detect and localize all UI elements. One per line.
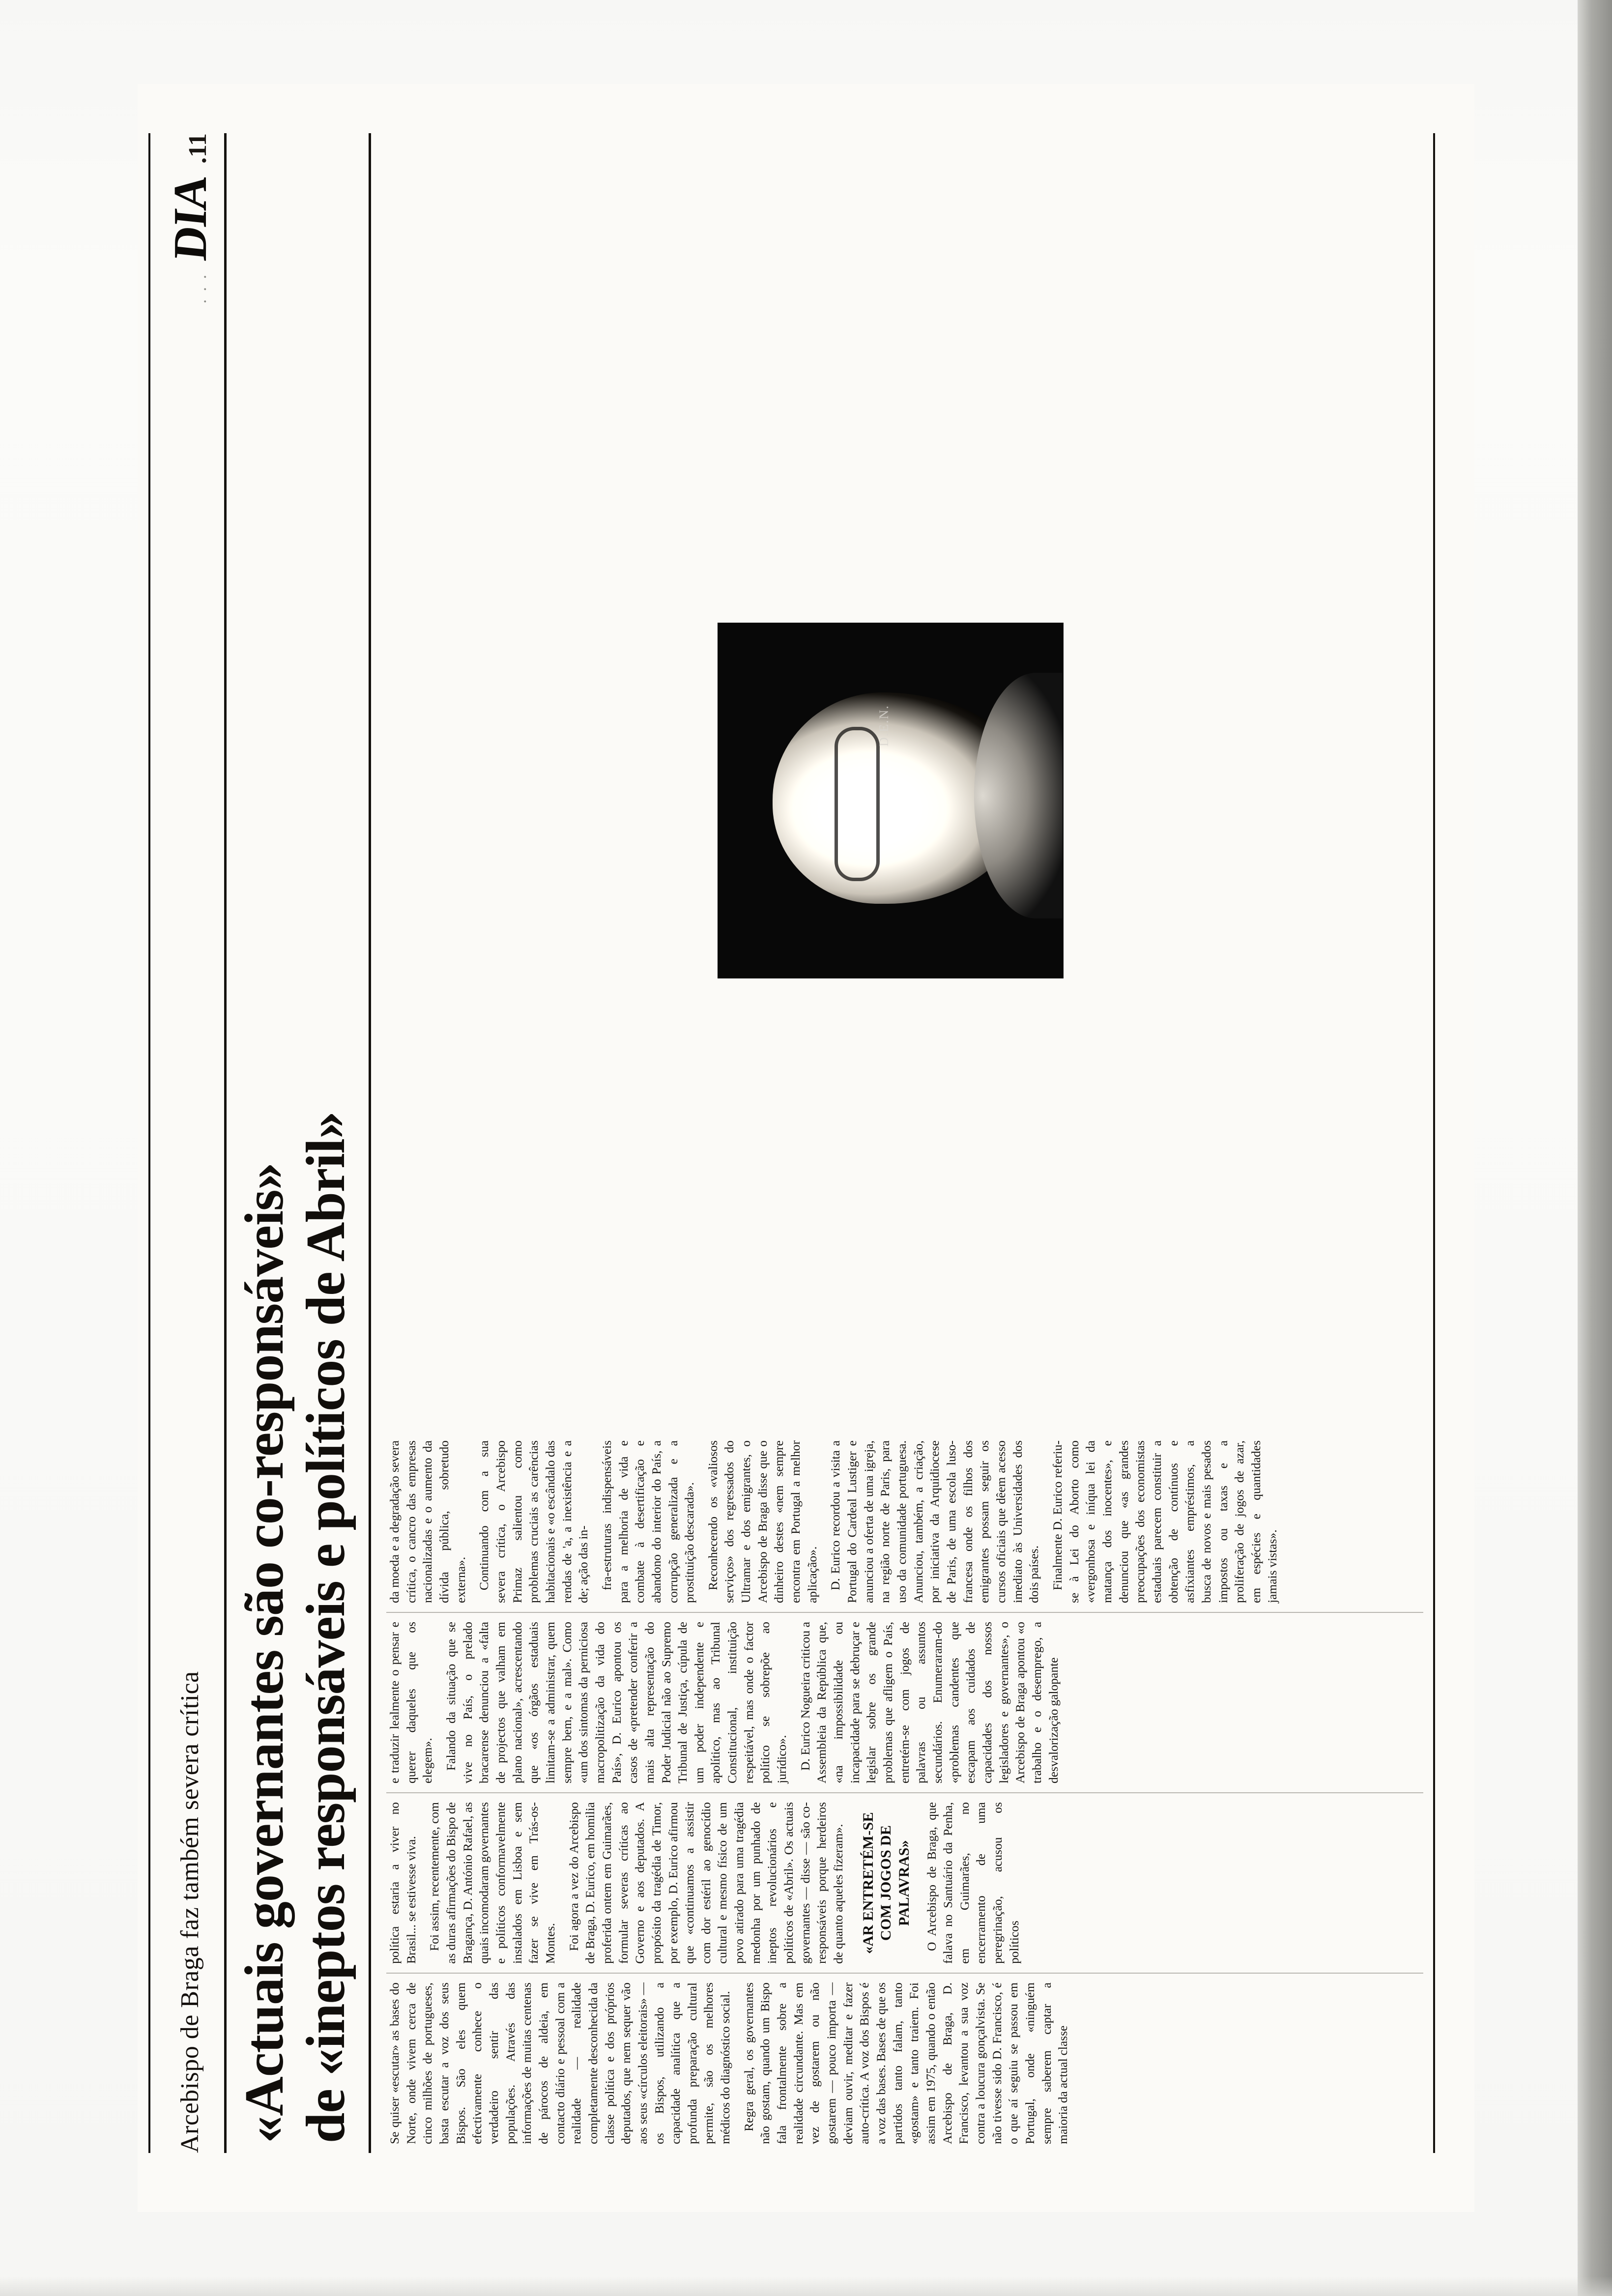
column-4 bbox=[386, 1432, 1423, 1612]
dia-logo: DIA bbox=[163, 173, 216, 263]
paragraph: Reconhecendo os «valiosos serviços» dos regressados do Ultramar e dos emigrantes, o Arcebispo de Braga disse que o dinheiro destes «nem sempre encontra em Portugal a melhor aplicação». bbox=[705, 1440, 819, 1603]
paragraph: Continuando com a sua severa crítica, o Arcebispo Primaz salientou como problemas cruciais as carências habitacionais e «o escândalo das rendas de 'a, a inexistência e a de; ação das in- bbox=[477, 1440, 591, 1603]
bottom-rule bbox=[1433, 133, 1435, 2153]
paragraph: D. Eurico Nogueira criticou a Assembleia da República que, «na impossibilidade ou incapacidade para se debruçar e legislar sobre os grande problemas que afligem o País, entretém-se com jogos de palavras ou assuntos secundários. Enumeraram-do «problemas candentes que escapam aos cuidados de capacidades dos nossos legisladores e governantes», o Arcebispo de Braga apontou «o trabalho e o desemprego, a desvalorização galopante bbox=[798, 1622, 1061, 1783]
column-1 bbox=[386, 1973, 1423, 2153]
masthead bbox=[160, 133, 219, 2153]
portrait-photo bbox=[718, 623, 1064, 978]
photo-collar bbox=[974, 673, 1063, 918]
scan-edge-right bbox=[1578, 0, 1612, 2296]
paragraph: política estaria a viver no Brasil... se estivesse viva. bbox=[387, 1802, 418, 1964]
paragraph: da moeda e a degradação severa crítica, o cancro das empresas nacionalizadas e o aumento da dívida pública, sobretudo externa». bbox=[387, 1440, 468, 1603]
scan-edge-bottom bbox=[0, 2276, 1612, 2296]
paragraph: D. Eurico recordou a visita a Portugal do Cardeal Lustiger e anunciou a oferta de uma igreja, na região norte de Paris, para uso da comunidade portuguesa. Anunciou, também, a criação, por iniciativa da Arquidiocese de Paris, de uma escola luso-francesa onde os filhos dos emigrantes possam seguir os cursos oficiais que dêem acesso imediato às Universidades dos dois países. bbox=[828, 1440, 1041, 1603]
subheading: «AR ENTRETÉM-SE COM JOGOS DE PALAVRAS» bbox=[860, 1812, 912, 1954]
headline-line-1: «Actuais governantes são co-responsáveis» bbox=[234, 1163, 295, 2143]
masthead-right bbox=[163, 133, 217, 304]
headline-rule bbox=[369, 133, 371, 2153]
glasses-icon bbox=[835, 727, 880, 881]
kicker-text: Arcebispo de Braga faz também severa crítica bbox=[175, 1671, 204, 2153]
paragraph: Foi agora a vez do Arcebispo de Braga, D. Eurico, em homilia proferida ontem em Guimarães, formular severas críticas ao Governo e aos deputados. A propósito da tragédia de Timor, por exemplo, D. Eurico afirmou que «continuamos a assistir com dor estéril ao genocídio cultural e mesmo físico de um povo atirado para uma tragédia medonha por um punhado de ineptos revolucionários e políticos de «Abril». Os actuais governantes — disse — são co-responsáveis porque herdeiros de quanto aqueles fizeram». bbox=[566, 1802, 846, 1964]
paragraph: O Arcebispo de Braga, que falava no Santuário da Penha, em Guimarães, no encerramento de uma peregrinação, acusou os políticos bbox=[924, 1802, 1021, 1964]
paragraph: Falando da situação que se vive no País, o prelado bracarense denunciou a «falta de projectos que valham em plano nacional», acrescentando que «os órgãos estaduais limitam-se a administrar, quem sempre bem, e a mal». Como «um dos sintomas da perniciosa macropolitização da vida do País», D. Eurico apontou os casos de «pretender conferir a mais alta representação do Poder Judicial não ao Supremo Tribunal de Justiça, cúpula de um poder independente e apolítico, mas ao Tribunal Constitucional, instituição respeitável, mas onde o factor político se sobrepõe ao jurídico». bbox=[443, 1622, 789, 1783]
photo-caption: D.E.N. bbox=[877, 705, 891, 746]
paragraph: Finalmente D. Eurico referiu-se à Lei do Aborto como «vergonhosa e iníqua lei da matança dos inocentes», e denunciou que «as grandes preocupações dos economistas estaduais parecem constituir a obtenção de contínuos e asfixiantes empréstimos, a busca de novos e mais pesados impostos ou taxas e a proliferação de jogos de azar, em espécies e quantidades jamais vistas». bbox=[1050, 1440, 1280, 1603]
article-columns bbox=[386, 133, 1423, 2153]
top-rule bbox=[148, 133, 150, 2153]
page-title bbox=[234, 143, 357, 2143]
paragraph: Regra geral, os governantes não gostam, quando um Bispo fala frontalmente sobre a realidade circundante. Mas em vez de gostarem ou não gostarem — pouco importa — deviam ouvir, meditar e fazer auto-crítica. A voz dos Bispos é a voz das bases. Bases de que os partidos tanto falam, tanto «gostam» e tanto traiem. Foi assim em 1975, quando o então Arcebispo de Braga, D. Francisco, levantou a sua voz contra a loucura gonçalvista. Se não tivesse sido D. Francisco, é o que aí seguiu se passou em Portugal, onde «ninguém sempre saberem captar a maioria da actual classe bbox=[741, 1982, 1070, 2144]
page-number: .11 bbox=[183, 133, 212, 164]
paragraph: Se quiser «escutar» as bases do Norte, onde vivem cerca de cinco milhões de portugueses, basta escutar a voz dos seus Bispos. São eles quem efectivamente conhece o verdadeiro sentir das populações. Através das informações de muitas centenas de párocos de aldeia, em contacto diário e pessoal com a realidade — realidade completamente desconhecida da classe política e dos próprios deputados, que nem sequer vão aos seus «círculos eleitorais» — os Bispos, utilizando a capacidade analítica que a profunda preparação cultural permite, são os melhores médicos do diagnóstico social. bbox=[387, 1982, 733, 2144]
newspaper-clipping bbox=[138, 84, 1474, 2212]
kicker-rule bbox=[224, 133, 227, 2153]
headline-line-2: de «ineptos responsáveis e políticos de Abril» bbox=[295, 1112, 357, 2143]
column-3 bbox=[386, 1612, 1423, 1792]
paragraph: e traduzir lealmente o pensar e querer daqueles que os elegem». bbox=[387, 1622, 435, 1783]
paragraph: Foi assim, recentemente, com as duras afirmações do Bispo de Bragança, D. António Rafael, as quais incomodaram governantes e políticos conformavelmente instalados em Lisboa e sem fazer se vive em Trás-os-Montes. bbox=[427, 1802, 557, 1964]
paragraph: fra-estruturas indispensáveis para a melhoria de vida e combate à desertificação e abandono do interior do País, a corrupção generalizada e a prostituição descarada». bbox=[599, 1440, 697, 1603]
column-2 bbox=[386, 1792, 1423, 1973]
scan-smudge: . . . bbox=[191, 273, 210, 304]
